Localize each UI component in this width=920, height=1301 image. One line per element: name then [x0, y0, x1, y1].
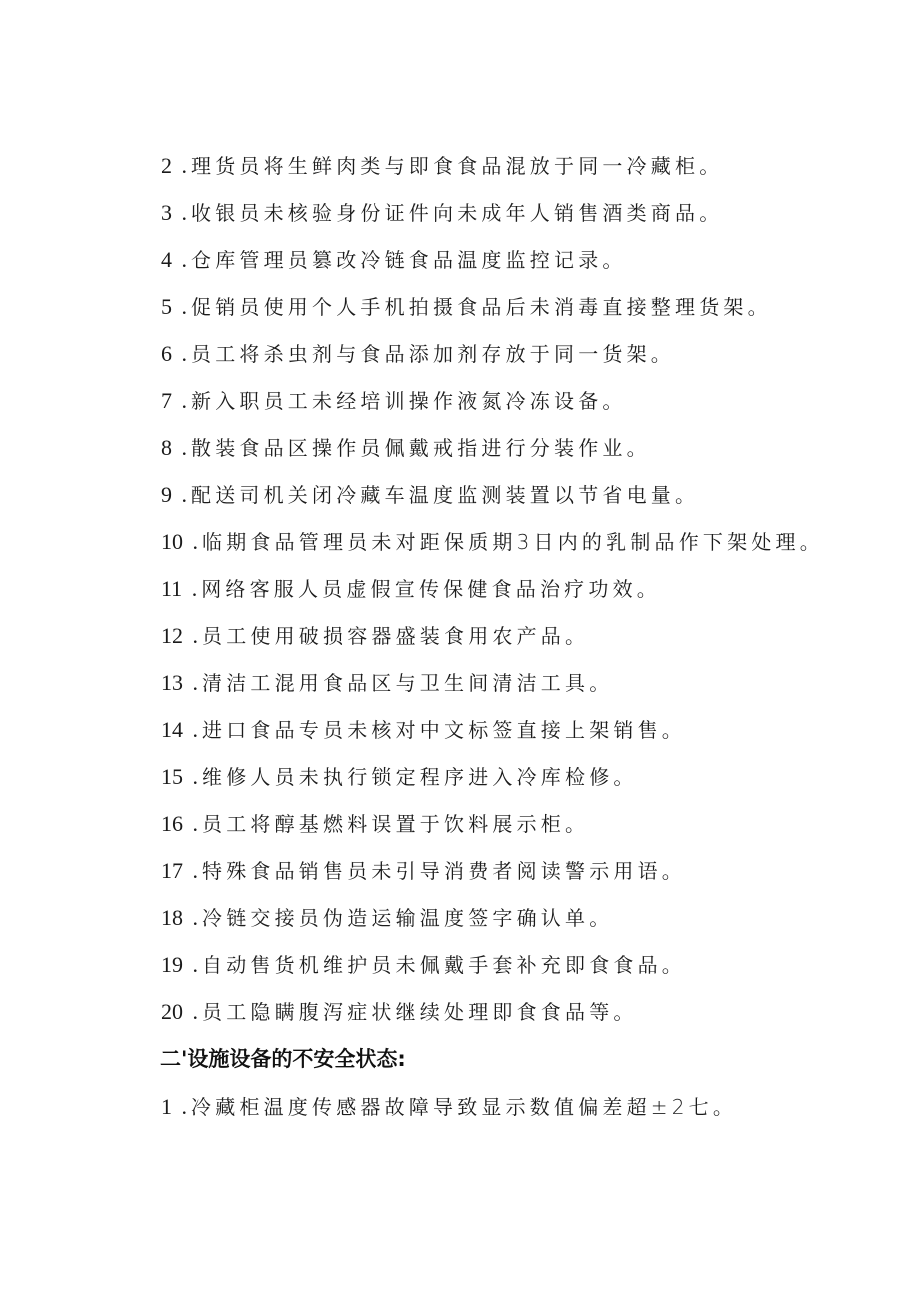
item-separator: .: [176, 294, 187, 319]
list-item: [161, 245, 627, 275]
item-text: 冷藏柜温度传感器故障导致显示数值偏差超±2七。: [191, 1095, 738, 1119]
list-item: [161, 433, 651, 463]
item-separator: .: [176, 153, 187, 178]
list-item: [161, 386, 627, 416]
list-item: [161, 574, 661, 604]
list-item: [161, 668, 613, 698]
item-number: 9: [161, 482, 172, 507]
item-text: 仓库管理员篡改冷链食品温度监控记录。: [191, 248, 627, 272]
item-separator: .: [176, 341, 187, 366]
item-number: 5: [161, 294, 172, 319]
item-number: 16: [161, 811, 183, 836]
list-item: [161, 151, 723, 181]
item-separator: .: [176, 435, 187, 460]
item-number: 18: [161, 905, 183, 930]
item-number: 4: [161, 247, 172, 272]
list-item: [161, 292, 772, 322]
section-heading: 二'设施设备的不安全状态:: [160, 1047, 406, 1071]
item-separator: .: [176, 1094, 187, 1119]
item-separator: .: [187, 717, 198, 742]
list-item: [161, 950, 686, 980]
item-separator: .: [187, 670, 198, 695]
item-separator: .: [187, 905, 198, 930]
item-text: 清洁工混用食品区与卫生间清洁工具。: [202, 671, 614, 695]
item-number: 6: [161, 341, 172, 366]
list-item: [161, 198, 723, 228]
item-number: 3: [161, 200, 172, 225]
list-item: [161, 621, 589, 651]
item-separator: .: [187, 764, 198, 789]
item-text: 新入职员工未经培训操作液氮冷冻设备。: [191, 389, 627, 413]
item-text: 临期食品管理员未对距保质期3日内的乳制品作下架处理。: [202, 530, 824, 554]
item-separator: .: [176, 482, 187, 507]
item-text: 进口食品专员未核对中文标签直接上架销售。: [202, 718, 686, 742]
item-text: 配送司机关闭冷藏车温度监测装置以节省电量。: [191, 483, 700, 507]
item-number: 19: [161, 952, 183, 977]
list-item: [161, 527, 824, 557]
list-item: [161, 903, 613, 933]
list-item: [161, 715, 686, 745]
item-separator: .: [187, 623, 198, 648]
item-text: 维修人员未执行锁定程序进入冷库检修。: [202, 765, 638, 789]
item-number: 15: [161, 764, 183, 789]
item-number: 17: [161, 858, 183, 883]
item-text: 网络客服人员虚假宣传保健食品治疗功效。: [201, 577, 661, 601]
item-number: 7: [161, 388, 172, 413]
item-separator: .: [187, 811, 198, 836]
item-text: 理货员将生鲜肉类与即食食品混放于同一冷藏柜。: [191, 154, 724, 178]
item-number: 8: [161, 435, 172, 460]
item-number: 12: [161, 623, 183, 648]
list-item: [161, 762, 638, 792]
item-text: 自动售货机维护员未佩戴手套补充即食食品。: [202, 953, 686, 977]
item-separator: .: [187, 529, 198, 554]
item-number: 13: [161, 670, 183, 695]
item-text: 冷链交接员伪造运输温度签字确认单。: [202, 906, 614, 930]
list-item: [161, 856, 686, 886]
item-separator: .: [187, 999, 198, 1024]
item-number: 11: [161, 576, 183, 601]
item-separator: .: [176, 247, 187, 272]
list-item: [161, 809, 589, 839]
item-number: 2: [161, 153, 172, 178]
item-text: 收银员未核验身份证件向未成年人销售酒类商品。: [191, 201, 724, 225]
list-item: [161, 1092, 737, 1122]
item-separator: .: [187, 952, 198, 977]
list-item: [161, 339, 675, 369]
item-number: 10: [161, 529, 183, 554]
item-separator: .: [187, 858, 198, 883]
item-separator: .: [176, 388, 187, 413]
item-text: 促销员使用个人手机拍摄食品后未消毒直接整理货架。: [191, 295, 772, 319]
item-number: 14: [161, 717, 183, 742]
item-number: 20: [161, 999, 183, 1024]
list-item: [161, 480, 699, 510]
list-item: [161, 997, 638, 1027]
item-text: 员工将醇基燃料误置于饮料展示柜。: [202, 812, 590, 836]
item-text: 员工隐瞒腹泻症状继续处理即食食品等。: [202, 1000, 638, 1024]
item-text: 散装食品区操作员佩戴戒指进行分装作业。: [191, 436, 651, 460]
item-separator: .: [186, 576, 198, 601]
item-text: 特殊食品销售员未引导消费者阅读警示用语。: [202, 859, 686, 883]
item-text: 员工使用破损容器盛装食用农产品。: [202, 624, 590, 648]
item-text: 员工将杀虫剂与食品添加剂存放于同一货架。: [191, 342, 675, 366]
item-number: 1: [161, 1094, 172, 1119]
item-separator: .: [176, 200, 187, 225]
